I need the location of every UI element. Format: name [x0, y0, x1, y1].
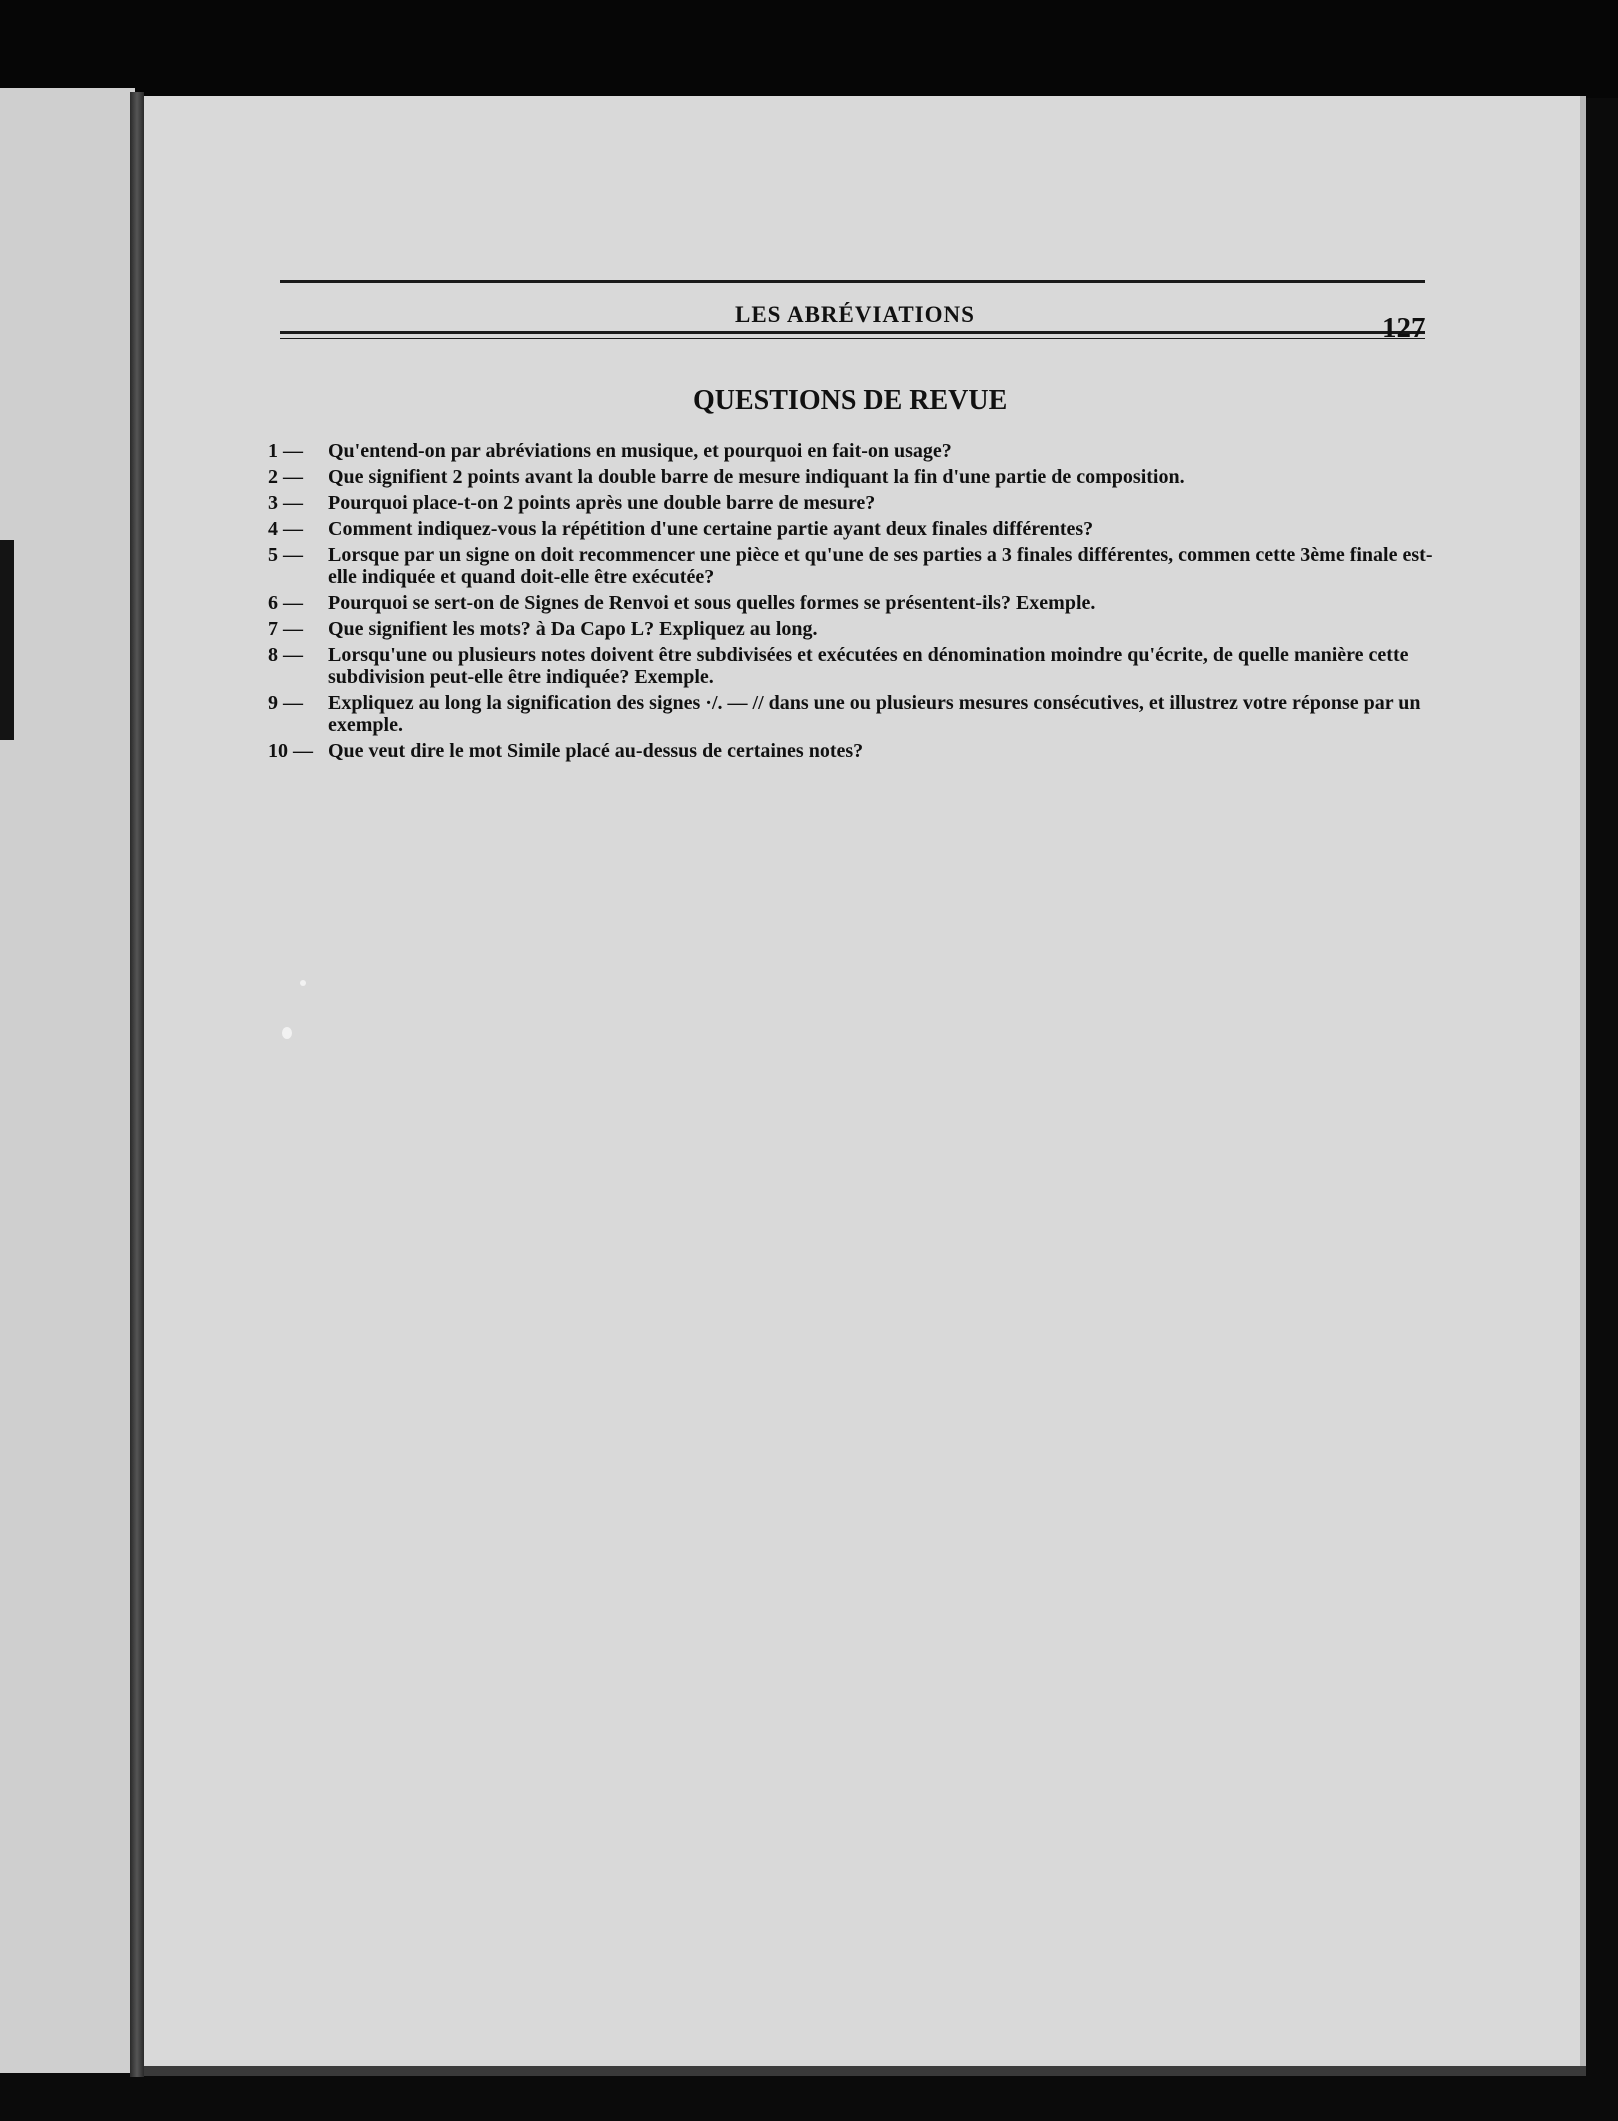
- header-rule-bottom-thin: [280, 338, 1425, 339]
- question-item: [268, 618, 1433, 640]
- question-number: 6 —: [268, 592, 303, 614]
- question-item: [268, 466, 1433, 488]
- question-number: 3 —: [268, 492, 303, 514]
- question-item: [268, 644, 1433, 688]
- question-item: [268, 592, 1433, 614]
- question-text: Que signifient les mots? à Da Capo L? Expliquez au long.: [328, 618, 818, 640]
- running-title: LES ABRÉVIATIONS: [735, 302, 975, 327]
- question-number: 9 —: [268, 692, 303, 714]
- page-number: 127: [1382, 312, 1426, 344]
- facing-page-shadow: [0, 540, 14, 740]
- question-text: Pourquoi se sert-on de Signes de Renvoi et sous quelles formes se présentent-ils? Exemple.: [328, 592, 1096, 614]
- question-text: Que veut dire le mot Simile placé au-dessus de certaines notes?: [328, 740, 864, 762]
- scan-background-top: [0, 0, 1618, 98]
- section-title: QUESTIONS DE REVUE: [693, 385, 1008, 416]
- question-item: [268, 492, 1433, 514]
- question-number: 10 —: [268, 740, 313, 762]
- question-list: [268, 440, 1433, 766]
- question-text: Que signifient 2 points avant la double barre de mesure indiquant la fin d'une partie de composition.: [328, 466, 1185, 488]
- question-item: [268, 440, 1433, 462]
- question-number: 2 —: [268, 466, 303, 488]
- scan-speck: [282, 1027, 292, 1039]
- question-item: [268, 740, 1433, 762]
- question-text: Lorsque par un signe on doit recommencer une pièce et qu'une de ses parties a 3 finales différentes, commen cette 3ème finale est-elle indiquée et quand doit-elle être exécutée?: [328, 544, 1433, 588]
- question-number: 7 —: [268, 618, 303, 640]
- question-text: Qu'entend-on par abréviations en musique, et pourquoi en fait-on usage?: [328, 440, 952, 462]
- book-spine: [130, 92, 144, 2077]
- question-item: [268, 692, 1433, 736]
- header-rule-top: [280, 280, 1425, 283]
- question-number: 5 —: [268, 544, 303, 566]
- question-number: 8 —: [268, 644, 303, 666]
- header-rule-bottom: [280, 331, 1425, 334]
- question-text: Comment indiquez-vous la répétition d'une certaine partie ayant deux finales différentes?: [328, 518, 1094, 540]
- question-number: 4 —: [268, 518, 303, 540]
- question-item: [268, 518, 1433, 540]
- question-text: Pourquoi place-t-on 2 points après une double barre de mesure?: [328, 492, 876, 514]
- question-text: Lorsqu'une ou plusieurs notes doivent être subdivisées et exécutées en dénomination moindre qu'écrite, de quelle manière cette subdivision peut-elle être indiquée? Exemple.: [328, 644, 1409, 688]
- page-bottom-edge: [144, 2066, 1586, 2076]
- scan-speck: [300, 980, 306, 986]
- question-number: 1 —: [268, 440, 303, 462]
- question-item: [268, 544, 1433, 588]
- question-text: Expliquez au long la signification des signes ·/. — // dans une ou plusieurs mesures consécutives, et illustrez votre réponse par un exemple.: [328, 692, 1421, 736]
- facing-page-edge: [0, 88, 135, 2073]
